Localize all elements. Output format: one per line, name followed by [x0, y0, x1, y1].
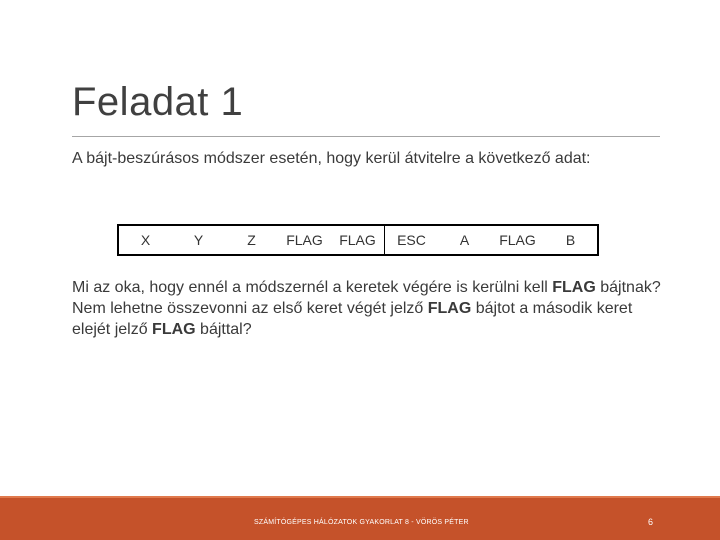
- intro-text: A bájt-beszúrásos módszer esetén, hogy kerül átvitelre a következő adat:: [72, 150, 591, 167]
- byte-cell: X: [140, 232, 151, 248]
- question-part: bájtnak? Nem lehetne összevonni az első keret végét jelző: [72, 279, 661, 317]
- byte-cell: FLAG: [331, 225, 385, 255]
- flag-keyword: FLAG: [152, 321, 196, 338]
- question-part: Mi az oka, hogy ennél a módszernél a keretek végére is kerülni kell: [72, 279, 553, 296]
- byte-sequence-row: [118, 225, 598, 255]
- byte-cell: B: [565, 232, 576, 248]
- question-part: bájttal?: [195, 321, 252, 338]
- byte-cell: Y: [193, 232, 204, 248]
- footer-text: SZÁMÍTÓGÉPES HÁLÓZATOK GYAKORLAT 8 - VÖRÖS PÉTER: [254, 519, 469, 526]
- byte-sequence-table: [117, 224, 599, 256]
- flag-keyword: FLAG: [552, 279, 596, 296]
- title-divider: [72, 136, 660, 137]
- byte-cell: A: [459, 232, 470, 248]
- byte-cell: FLAG: [499, 232, 536, 248]
- flag-keyword: FLAG: [427, 300, 472, 317]
- question-part: bájtot a második keret elejét jelző: [72, 300, 633, 338]
- byte-cell: Z: [247, 232, 256, 248]
- byte-cell: ESC: [397, 232, 426, 248]
- slide-title: Feladat 1: [72, 80, 244, 124]
- page-number: 6: [648, 517, 654, 527]
- question-text: [72, 277, 672, 340]
- byte-cell: FLAG: [286, 232, 323, 248]
